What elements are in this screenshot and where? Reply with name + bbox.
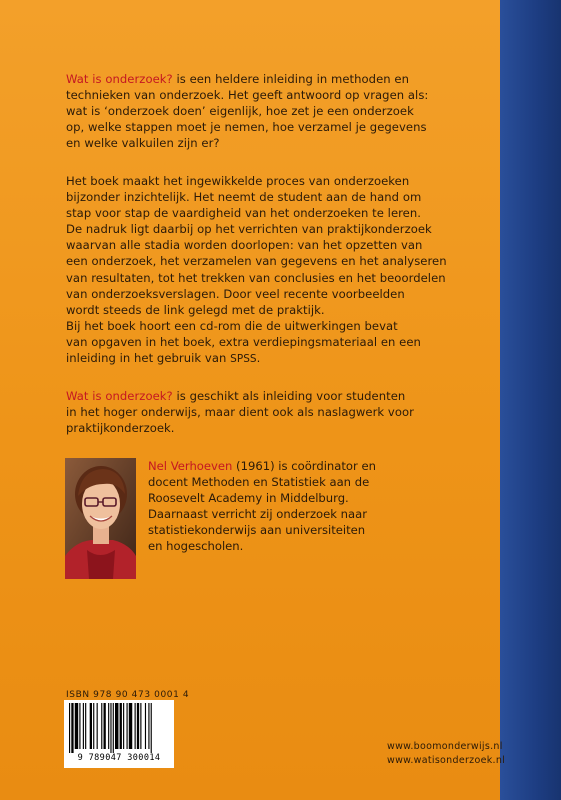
barcode-bar: [120, 703, 122, 749]
audience-paragraph: [66, 388, 466, 436]
barcode-bar: [127, 703, 128, 749]
author-bio-line: docent Methoden en Statistiek aan de: [148, 475, 370, 490]
barcode-bar: [71, 703, 73, 753]
barcode-bar: [113, 703, 114, 753]
body-last-line: [66, 350, 466, 367]
spss-label: SPSS: [230, 353, 257, 366]
website-link[interactable]: www.boomonderwijs.nl: [387, 741, 503, 752]
barcode-bar: [145, 703, 146, 749]
barcode-bar: [104, 703, 106, 749]
author-photo: [65, 458, 136, 579]
author-bio-line-1-text: (1961) is coördinator en: [232, 459, 376, 473]
body-line: Het boek maakt het ingewikkelde proces van onderzoeken: [66, 174, 410, 188]
barcode-bar: [85, 703, 86, 749]
body-line: Bij het boek hoort een cd-rom die de uitwerkingen bevat: [66, 318, 398, 333]
body-line: van onderzoeksverslagen. Door veel recente voorbeelden: [66, 286, 405, 301]
intro-line-1-text: is een heldere inleiding in methoden en: [172, 72, 409, 86]
barcode-bar: [151, 703, 152, 753]
barcode-bar: [110, 703, 111, 753]
body-last-line-prefix: inleiding in het gebruik van: [66, 351, 231, 366]
barcode-bar: [101, 703, 102, 749]
website-link[interactable]: www.watisonderzoek.nl: [387, 754, 506, 766]
audience-title: Wat is onderzoek?: [66, 389, 173, 403]
barcode-bar: [140, 703, 141, 749]
intro-line: en welke valkuilen zijn er?: [66, 136, 220, 151]
body-line: een onderzoek, het verzamelen van gegevens en het analyseren: [66, 254, 447, 269]
barcode-bars: [67, 703, 171, 753]
body-line: wordt steeds de link gelegd met de praktijk.: [66, 302, 325, 317]
barcode-bar: [135, 703, 136, 749]
barcode-bar: [97, 703, 98, 749]
barcode-bar: [79, 703, 80, 749]
author-bio-line: en hogescholen.: [148, 539, 244, 554]
author-bio: [148, 458, 458, 555]
body-last-line-suffix: .: [256, 351, 261, 366]
barcode-bar: [75, 703, 78, 749]
barcode-bar: [137, 703, 139, 749]
intro-line: technieken van onderzoek. Het geeft antwoord op vragen als:: [66, 88, 429, 103]
intro-line: op, welke stappen moet je nemen, hoe verzamel je gegevens: [66, 120, 427, 135]
body-line: van resultaten, tot het trekken van conclusies en het beoordelen: [66, 270, 446, 285]
barcode-bar: [123, 703, 124, 749]
website-links: [387, 740, 505, 767]
body-line: bijzonder inzichtelijk. Het neemt de student aan de hand om: [66, 190, 422, 205]
barcode-digits: 9 789047 300014: [77, 753, 161, 763]
barcode-bar: [93, 703, 94, 749]
barcode-bar: [69, 703, 70, 753]
author-bio-line-1: [148, 458, 458, 474]
barcode-bar: [83, 703, 84, 749]
audience-line-1-text: is geschikt als inleiding voor studenten: [172, 389, 406, 403]
intro-line-1: [66, 71, 466, 87]
barcode-bar: [129, 703, 132, 749]
body-line: waarvan alle stadia worden doorlopen: van het opzetten van: [66, 238, 423, 253]
barcode-bar: [108, 703, 109, 749]
blue-spine-band: [500, 0, 561, 800]
body-line: stap voor stap de vaardigheid van het onderzoeken te leren.: [66, 206, 422, 221]
intro-title: Wat is onderzoek?: [66, 72, 173, 86]
body-line: van opgaven in het boek, extra verdiepingsmateriaal en een: [66, 334, 421, 349]
barcode: [64, 700, 174, 768]
body-line: De nadruk ligt daarbij op het verrichten van praktijkonderzoek: [66, 222, 432, 237]
intro-line: wat is ‘onderzoek doen’ eigenlijk, hoe zet je een onderzoek: [66, 104, 414, 119]
audience-line: in het hoger onderwijs, maar dient ook als naslagwerk voor: [66, 405, 414, 420]
barcode-bar: [148, 703, 149, 749]
author-bio-line: Roosevelt Academy in Middelburg.: [148, 491, 349, 506]
body-paragraph: [66, 173, 466, 367]
author-portrait-image: [65, 458, 136, 579]
barcode-bar: [90, 703, 92, 749]
isbn-label: ISBN 978 90 473 0001 4: [66, 690, 190, 700]
author-name: Nel Verhoeven: [148, 459, 233, 473]
author-bio-line: Daarnaast verricht zij onderzoek naar: [148, 507, 367, 522]
barcode-bar: [115, 703, 118, 749]
audience-line: praktijkonderzoek.: [66, 421, 175, 436]
audience-line-1: [66, 388, 466, 404]
intro-paragraph: [66, 71, 466, 151]
author-bio-line: statistiekonderwijs aan universiteiten: [148, 523, 366, 538]
